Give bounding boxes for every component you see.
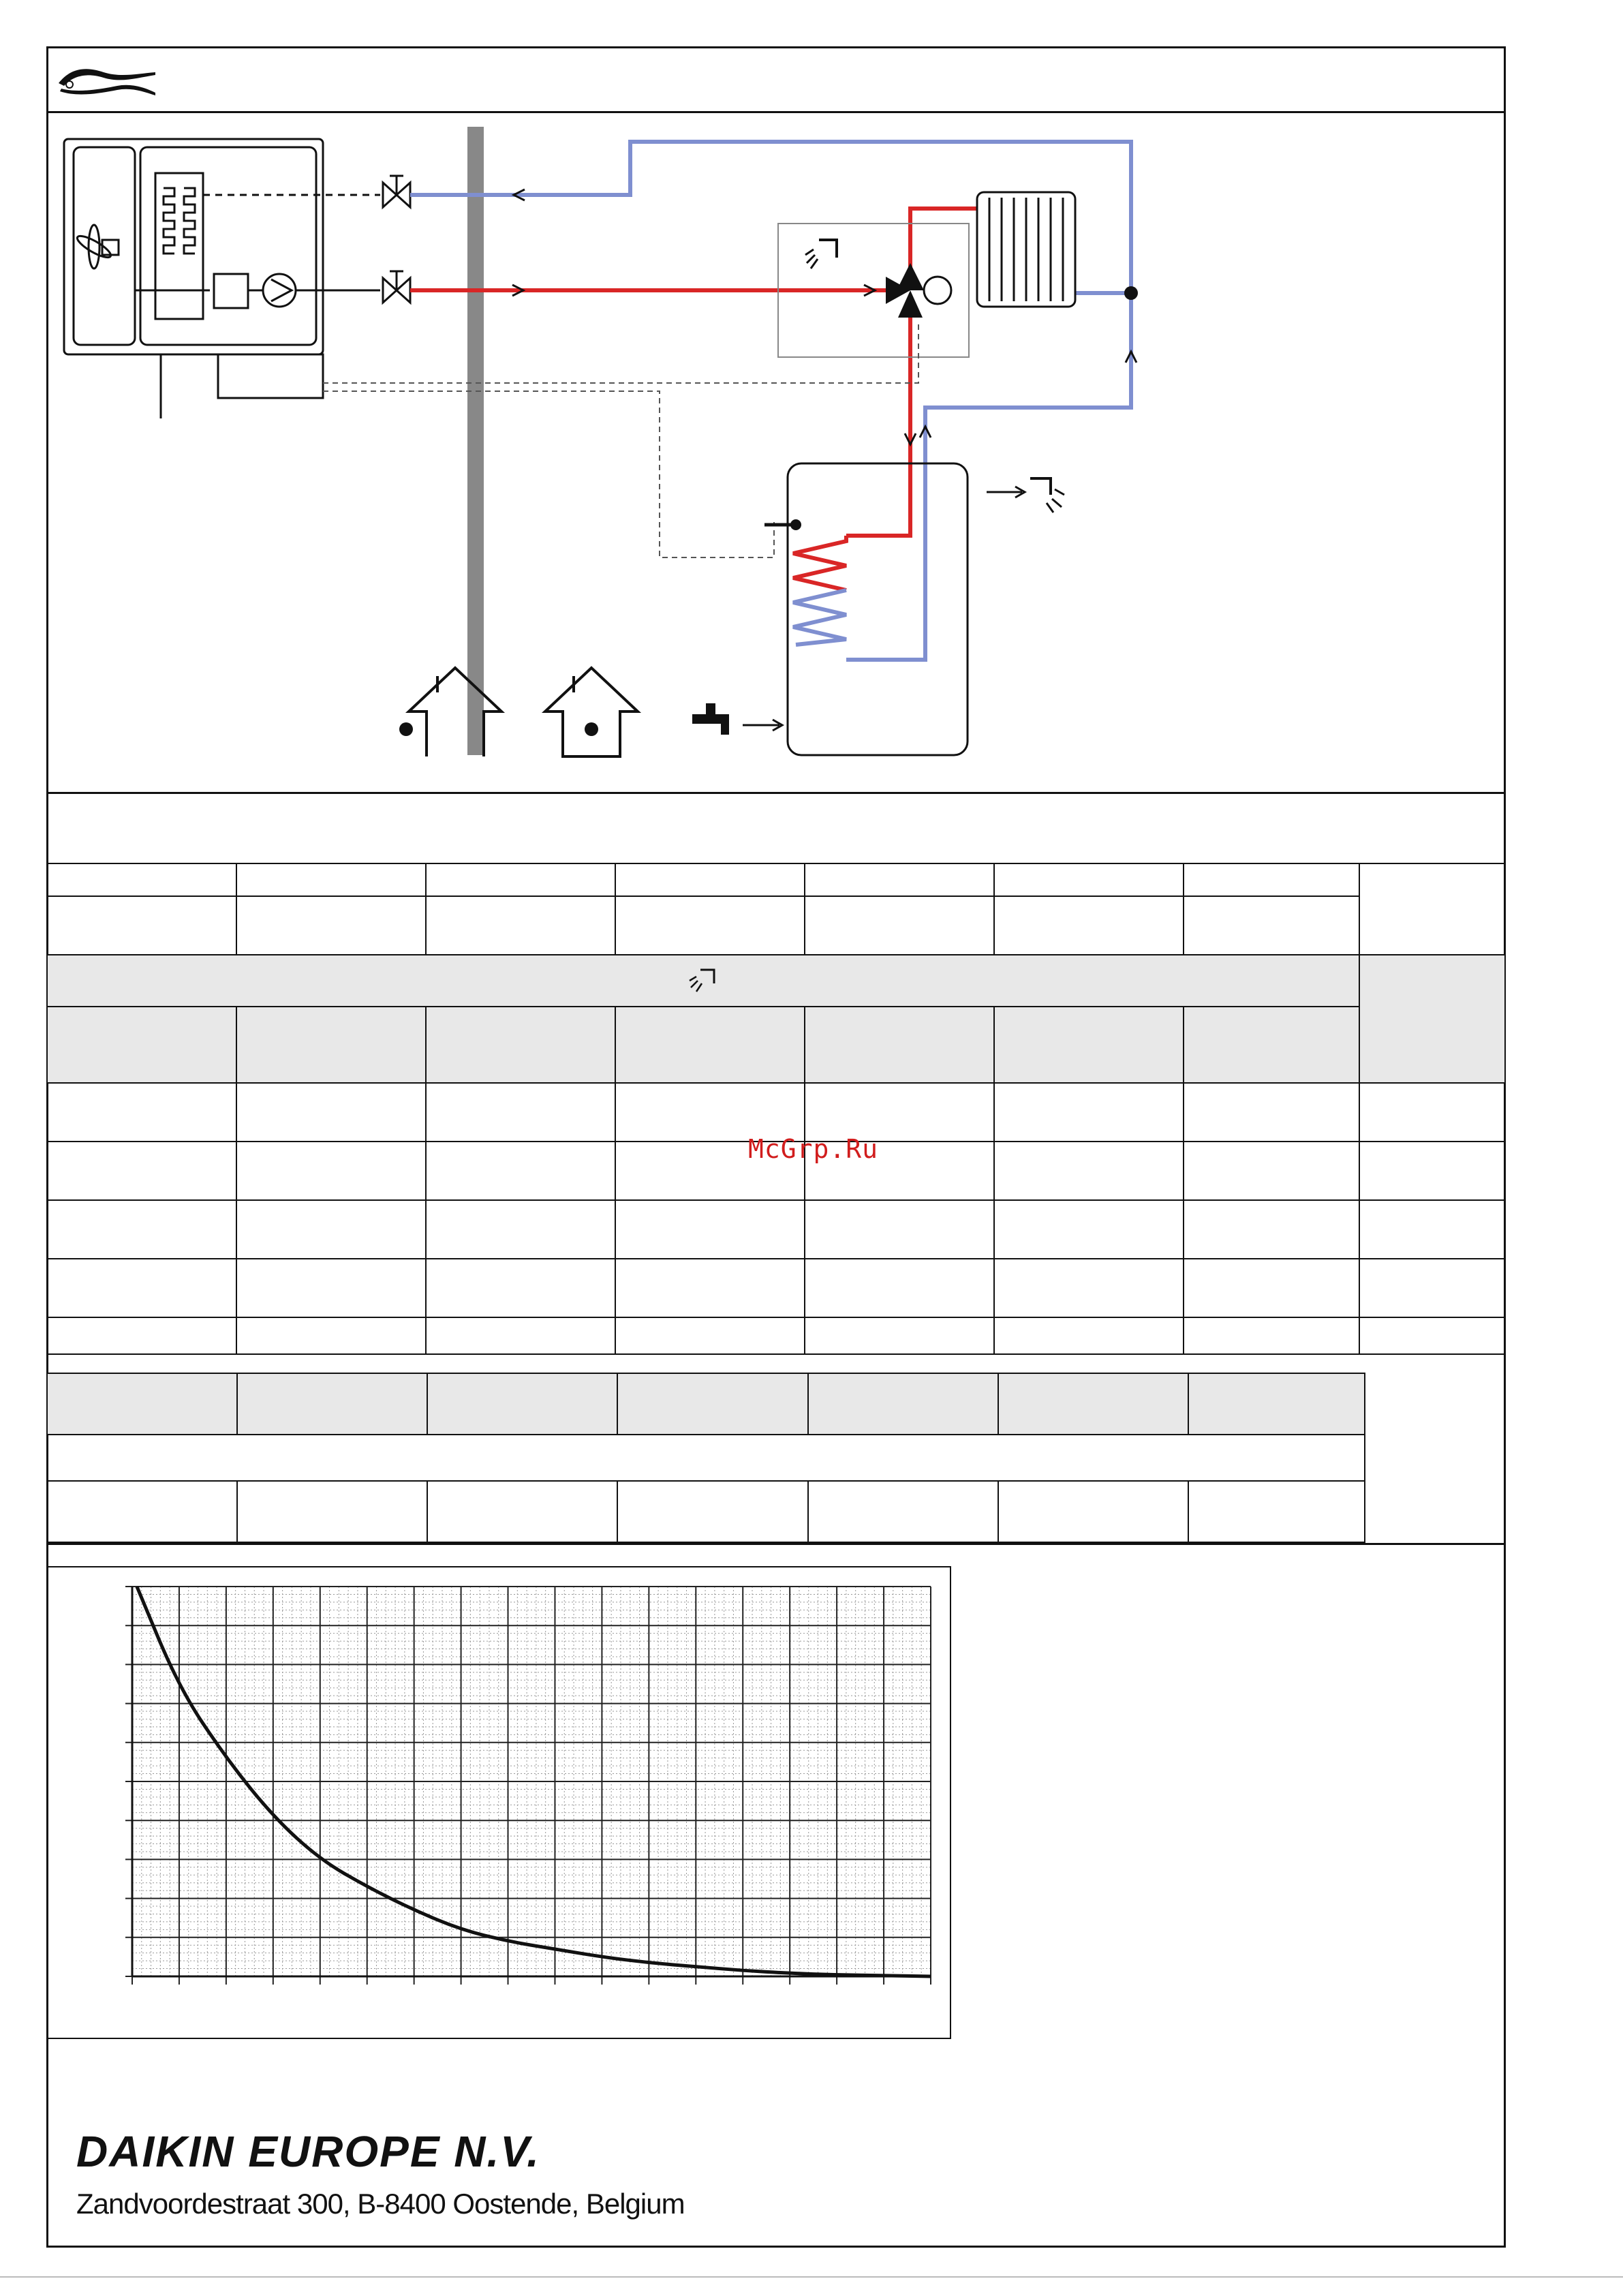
expansion-vessel-icon bbox=[214, 274, 248, 308]
shower-icon bbox=[805, 240, 837, 269]
tank-icon bbox=[764, 463, 968, 755]
fan-icon bbox=[75, 225, 119, 269]
diagram-divider bbox=[46, 792, 1506, 794]
shower-icon-out bbox=[1030, 478, 1064, 512]
valve-icon bbox=[383, 176, 410, 303]
house-outdoor-icon bbox=[399, 668, 501, 756]
table-header-row bbox=[47, 1007, 1505, 1083]
page-bottom-edge bbox=[0, 2276, 1623, 2278]
outdoor-unit-icon bbox=[64, 139, 323, 418]
table-row bbox=[47, 1259, 1505, 1317]
table-row bbox=[47, 896, 1505, 955]
company-name: DAIKIN EUROPE N.V. bbox=[76, 2127, 540, 2176]
table-header-row bbox=[47, 955, 1505, 1007]
table-row bbox=[47, 1083, 1505, 1142]
pliers-icon bbox=[56, 60, 158, 101]
table-row bbox=[47, 1435, 1365, 1481]
radiator-icon bbox=[977, 192, 1075, 307]
spec-table-lower bbox=[46, 1373, 1365, 1543]
shower-icon bbox=[687, 966, 720, 993]
watermark-text: McGrp.Ru bbox=[748, 1134, 879, 1164]
tap-icon bbox=[692, 703, 782, 735]
chart-svg bbox=[48, 1567, 950, 2038]
wall bbox=[467, 127, 484, 755]
table-row bbox=[47, 1200, 1505, 1259]
hydraulic-diagram bbox=[46, 113, 1506, 795]
company-address: Zandvoordestraat 300, B-8400 Oostende, Belgium bbox=[76, 2188, 685, 2220]
house-indoor-icon bbox=[545, 668, 638, 756]
table-row bbox=[47, 1317, 1505, 1354]
table-row bbox=[47, 863, 1505, 896]
curve-chart bbox=[46, 1566, 951, 2039]
heat-exchanger-icon bbox=[155, 173, 203, 319]
spec-table-upper bbox=[46, 863, 1506, 1355]
table-bottom-divider bbox=[46, 1543, 1506, 1545]
table-row bbox=[47, 1481, 1365, 1542]
pump-icon bbox=[263, 274, 296, 307]
three-way-valve-icon bbox=[886, 263, 951, 318]
table-header-row bbox=[47, 1373, 1365, 1435]
